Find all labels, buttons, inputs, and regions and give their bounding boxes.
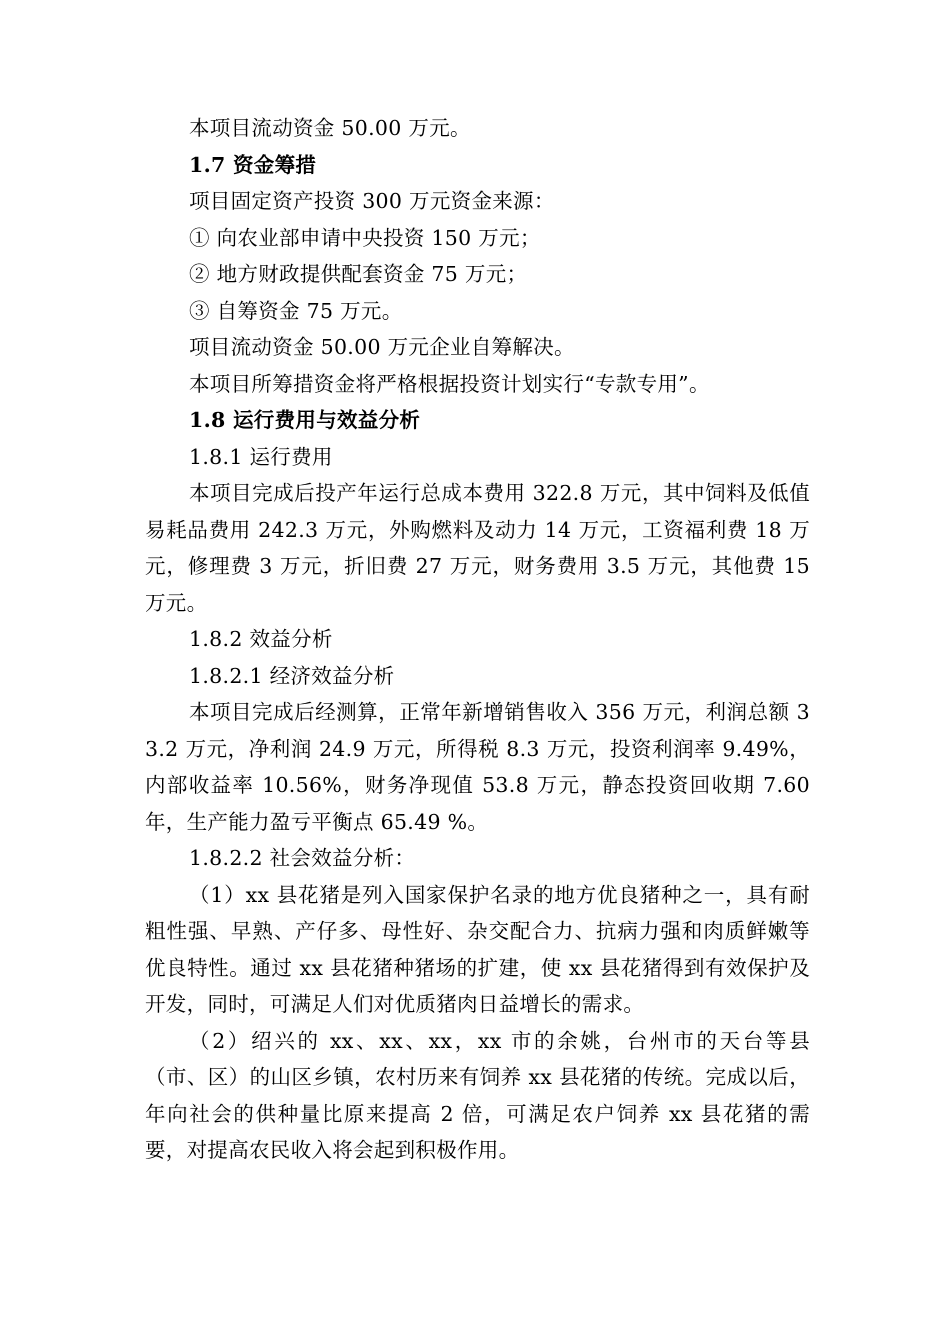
subheading-operating-cost: 1.8.1 运行费用 xyxy=(189,444,333,469)
subheading-economic-benefit: 1.8.2.1 经济效益分析 xyxy=(189,663,395,688)
document-body xyxy=(145,110,810,1169)
heading-fund-raising: 1.7 资金筹措 xyxy=(189,152,317,177)
list-item-self-raised: ③ 自筹资金 75 万元。 xyxy=(189,298,403,323)
heading-operating-cost-benefit: 1.8 运行费用与效益分析 xyxy=(189,408,421,432)
paragraph-special-use: 本项目所筹措资金将严格根据投资计划实行“专款专用”。 xyxy=(189,371,710,396)
subheading-social-benefit: 1.8.2.2 社会效益分析： xyxy=(189,846,416,870)
subheading-benefit-analysis: 1.8.2 效益分析 xyxy=(189,627,333,651)
paragraph-operating-cost-detail: 本项目完成后投产年运行总成本费用 322.8 万元，其中饲料及低值易耗品费用 242.3 万元，外购燃料及动力 14 万元，工资福利费 18 万元，修理费 3 万元，折旧费 27 万元，财务费用 3.5 万元，其他费 15 万元。 xyxy=(145,481,810,615)
paragraph-social-benefit-2: （2）绍兴的 xx、xx、xx，xx 市的余姚，台州市的天台等县（市、区）的山区乡镇，农村历来有饲养 xx 县花猪的传统。完成以后，年向社会的供种量比原来提高 2 倍，可满足农户饲养 xx 县花猪的需要，对提高农民收入将会起到积极作用。 xyxy=(145,1028,810,1162)
paragraph-working-capital: 本项目流动资金 50.00 万元。 xyxy=(189,116,471,140)
paragraph-working-capital-self-raised: 项目流动资金 50.00 万元企业自筹解决。 xyxy=(189,335,575,359)
paragraph-economic-benefit-detail: 本项目完成后经测算，正常年新增销售收入 356 万元，利润总额 33.2 万元，净利润 24.9 万元，所得税 8.3 万元，投资利润率 9.49%，内部收益率 10.56%，财务净现值 53.8 万元，静态投资回收期 7.60 年，生产能力盈亏平衡点 65.49 %。 xyxy=(145,700,810,834)
list-item-local-finance: ② 地方财政提供配套资金 75 万元； xyxy=(189,262,528,286)
paragraph-social-benefit-1: （1）xx 县花猪是列入国家保护名录的地方优良猪种之一，具有耐粗性强、早熟、产仔多、母性好、杂交配合力、抗病力强和肉质鲜嫩等优良特性。通过 xx 县花猪种猪场的扩建，使 xx 县花猪得到有效保护及开发，同时，可满足人们对优质猪肉日益增长的需求。 xyxy=(145,882,810,1016)
paragraph-fixed-investment-source: 项目固定资产投资 300 万元资金来源： xyxy=(189,189,555,213)
list-item-central-investment: ① 向农业部申请中央投资 150 万元； xyxy=(189,225,541,250)
